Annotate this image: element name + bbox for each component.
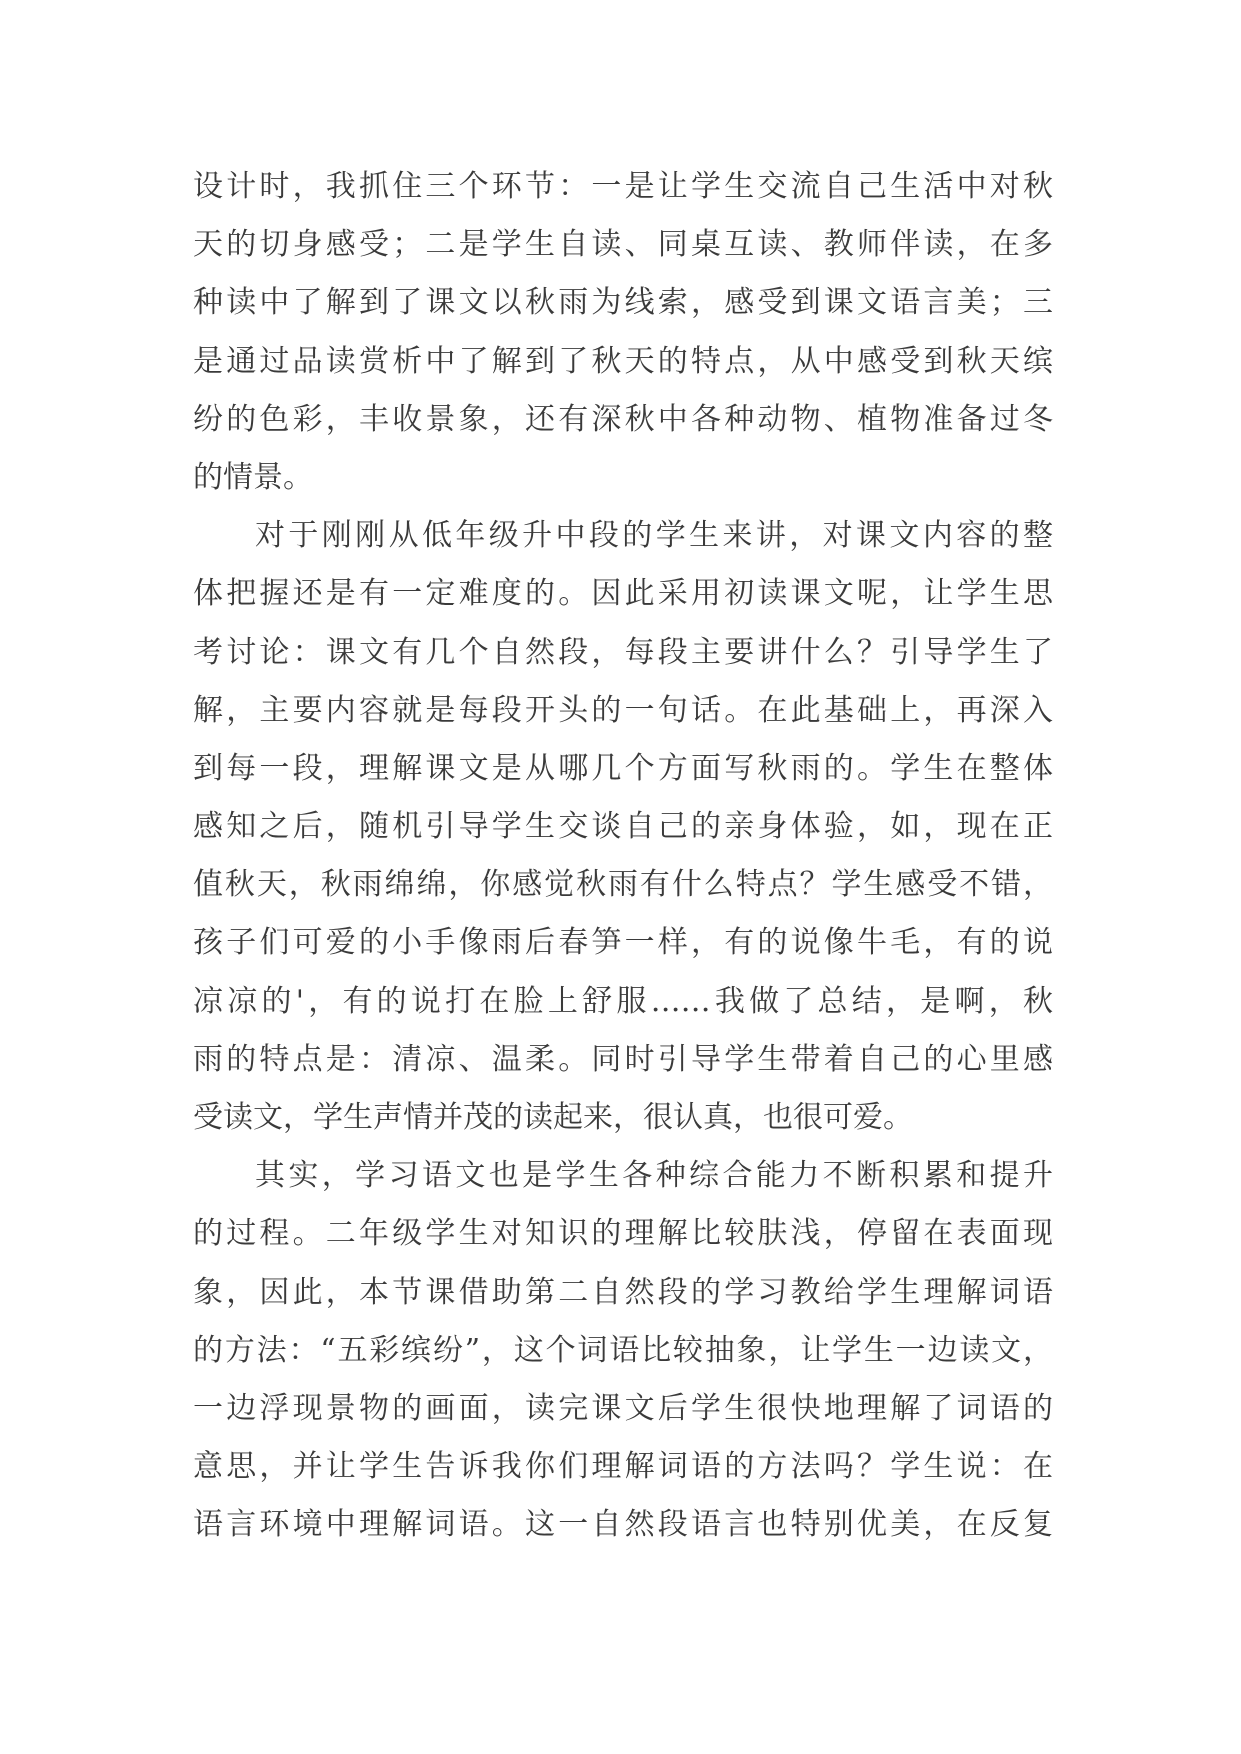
text-line: 纷的色彩，丰收景象，还有深秋中各种动物、植物准备过冬 [193, 401, 1053, 437]
paragraph-3 [193, 1147, 1053, 1554]
text-line: 种读中了解到了课文以秋雨为线索，感受到课文语言美；三 [193, 285, 1053, 321]
text-line: 解，主要内容就是每段开头的一句话。在此基础上，再深入 [193, 692, 1053, 728]
text-line: 值秋天，秋雨绵绵，你感觉秋雨有什么特点？学生感受不错， [193, 867, 1053, 903]
paragraph-1 [193, 158, 1053, 507]
text-line: 的方法：“五彩缤纷”，这个词语比较抽象，让学生一边读文， [193, 1332, 1053, 1368]
text-line: 雨的特点是：清凉、温柔。同时引导学生带着自己的心里感 [193, 1041, 1053, 1077]
text-line: 感知之后，随机引导学生交谈自己的亲身体验，如，现在正 [193, 809, 1053, 845]
text-line: 对于刚刚从低年级升中段的学生来讲，对课文内容的整 [255, 518, 1053, 554]
text-line: 体把握还是有一定难度的。因此采用初读课文呢，让学生思 [193, 576, 1053, 612]
text-line: 是通过品读赏析中了解到了秋天的特点，从中感受到秋天缤 [193, 343, 1053, 379]
text-line: 意思，并让学生告诉我你们理解词语的方法吗？学生说：在 [193, 1449, 1053, 1485]
text-line: 设计时，我抓住三个环节：一是让学生交流自己生活中对秋 [193, 169, 1053, 204]
text-line: 其实，学习语文也是学生各种综合能力不断积累和提升 [255, 1158, 1053, 1194]
text-line: 受读文，学生声情并茂的读起来，很认真，也很可爱。 [193, 1100, 913, 1135]
text-line: 到每一段，理解课文是从哪几个方面写秋雨的。学生在整体 [193, 750, 1053, 786]
paragraph-2 [193, 507, 1053, 1147]
text-line: 语言环境中理解词语。这一自然段语言也特别优美，在反复 [193, 1507, 1053, 1543]
text-line: 孩子们可爱的小手像雨后春笋一样，有的说像牛毛，有的说 [193, 925, 1053, 961]
text-line: 凉凉的'，有的说打在脸上舒服……我做了总结，是啊，秋 [193, 983, 1053, 1019]
text-line: 的过程。二年级学生对知识的理解比较肤浅，停留在表面现 [193, 1216, 1053, 1252]
text-line: 象，因此，本节课借助第二自然段的学习教给学生理解词语 [193, 1274, 1053, 1310]
text-line: 天的切身感受；二是学生自读、同桌互读、教师伴读，在多 [193, 227, 1053, 263]
text-line: 一边浮现景物的画面，读完课文后学生很快地理解了词语的 [193, 1390, 1053, 1426]
text-line: 的情景。 [193, 459, 313, 495]
text-line: 考讨论：课文有几个自然段，每段主要讲什么？引导学生了 [193, 634, 1053, 670]
body-text [193, 158, 1053, 1555]
